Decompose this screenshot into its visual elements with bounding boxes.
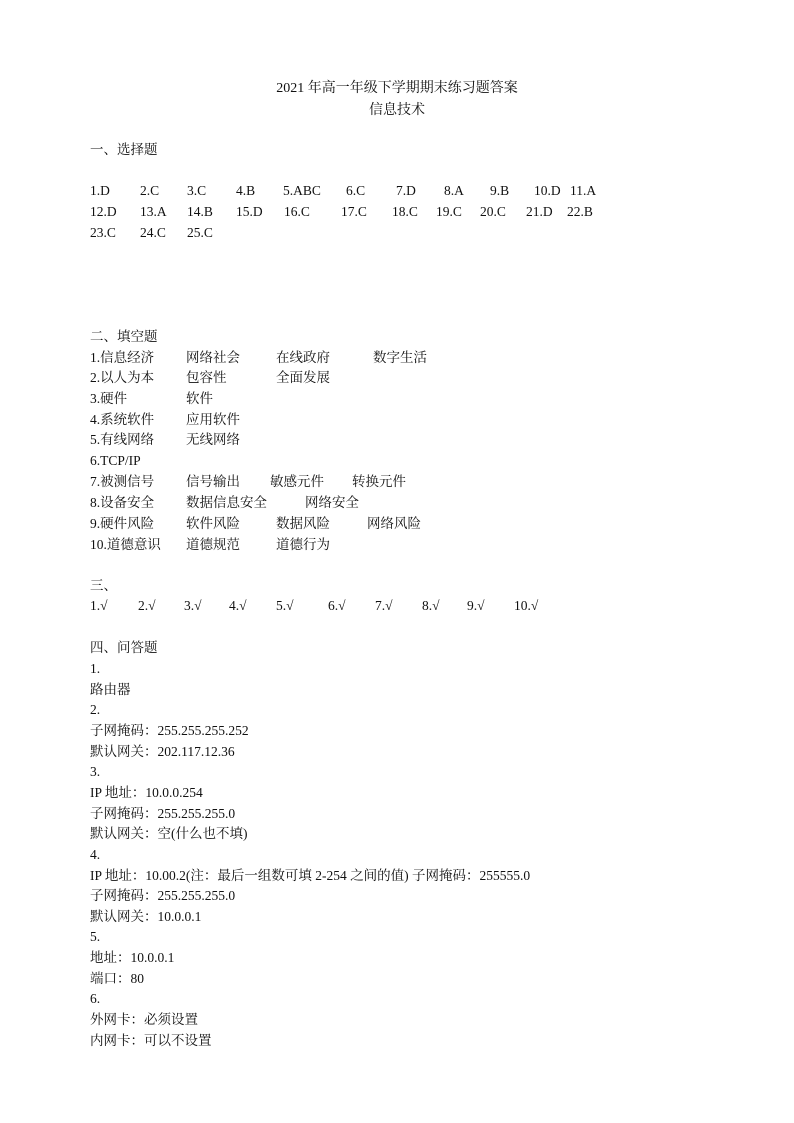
qa-line: 子网掩码：255.255.255.0 [90, 806, 236, 821]
choice-answer: 5.ABC [283, 183, 321, 198]
section-heading-truefalse: 三、 [90, 578, 117, 593]
fill-answer: 数据风险 [276, 516, 330, 531]
choice-answer: 20.C [480, 204, 506, 219]
fill-answer: 应用软件 [186, 412, 240, 427]
choice-answer: 8.A [444, 183, 464, 198]
truefalse-answer: 7.√ [375, 598, 393, 613]
fill-answer: 4.系统软件 [90, 412, 155, 427]
qa-line: 内网卡：可以不设置 [90, 1033, 212, 1048]
fill-answer: 软件风险 [186, 516, 240, 531]
qa-line: 默认网关：202.117.12.36 [90, 744, 235, 759]
choice-answer: 16.C [284, 204, 310, 219]
subject-title: 信息技术 [369, 103, 425, 118]
choice-answer: 3.C [187, 183, 207, 198]
fill-answer: 3.硬件 [90, 391, 128, 406]
fill-answer: 全面发展 [276, 370, 330, 385]
choice-answer: 14.B [187, 204, 213, 219]
choice-answer: 18.C [392, 204, 418, 219]
section-heading-choice: 一、选择题 [90, 142, 158, 157]
fill-answer: 10.道德意识 [90, 537, 161, 552]
choice-answer: 9.B [490, 183, 510, 198]
qa-line: 端口：80 [90, 971, 144, 986]
truefalse-answer: 3.√ [184, 598, 202, 613]
fill-answer: 5.有线网络 [90, 432, 155, 447]
page-title: 2021 年高一年级下学期期末练习题答案 [276, 81, 518, 96]
truefalse-answer: 2.√ [138, 598, 156, 613]
qa-line: 默认网关：10.0.0.1 [90, 909, 202, 924]
fill-answer: 9.硬件风险 [90, 516, 155, 531]
fill-answer: 软件 [186, 391, 213, 406]
choice-answer: 4.B [236, 183, 256, 198]
qa-line: 默认网关：空(什么也不填) [90, 826, 248, 841]
fill-answer: 无线网络 [186, 432, 240, 447]
fill-answer: 道德规范 [186, 537, 240, 552]
truefalse-answer: 6.√ [328, 598, 346, 613]
qa-line: 外网卡：必须设置 [90, 1012, 198, 1027]
choice-answer: 12.D [90, 204, 117, 219]
choice-answer: 23.C [90, 225, 116, 240]
choice-answer: 25.C [187, 225, 213, 240]
qa-line: 5. [90, 929, 101, 944]
choice-answer: 15.D [236, 204, 263, 219]
truefalse-answer: 9.√ [467, 598, 485, 613]
choice-answer: 13.A [140, 204, 167, 219]
fill-answer: 8.设备安全 [90, 495, 155, 510]
fill-answer: 2.以人为本 [90, 370, 155, 385]
fill-answer: 6.TCP/IP [90, 453, 141, 468]
fill-answer: 1.信息经济 [90, 350, 155, 365]
qa-line: 2. [90, 702, 101, 717]
fill-answer: 7.被测信号 [90, 474, 155, 489]
truefalse-answer: 8.√ [422, 598, 440, 613]
qa-line: IP 地址：10.0.0.254 [90, 785, 203, 800]
choice-answer: 10.D [534, 183, 561, 198]
qa-line: 1. [90, 661, 101, 676]
fill-answer: 信号输出 [186, 474, 240, 489]
fill-answer: 数字生活 [373, 350, 427, 365]
qa-line: 4. [90, 847, 101, 862]
choice-answer: 21.D [526, 204, 553, 219]
fill-answer: 道德行为 [276, 537, 330, 552]
choice-answer: 2.C [140, 183, 160, 198]
truefalse-answer: 4.√ [229, 598, 247, 613]
qa-line: 地址：10.0.0.1 [90, 950, 175, 965]
fill-answer: 数据信息安全 [186, 495, 267, 510]
choice-answer: 19.C [436, 204, 462, 219]
fill-answer: 包容性 [186, 370, 227, 385]
section-heading-fill: 二、填空题 [90, 329, 158, 344]
choice-answer: 24.C [140, 225, 166, 240]
fill-answer: 敏感元件 [270, 474, 324, 489]
choice-answer: 22.B [567, 204, 593, 219]
truefalse-answer: 1.√ [90, 598, 108, 613]
qa-line: 6. [90, 991, 101, 1006]
qa-line: 路由器 [90, 682, 131, 697]
qa-line: IP 地址：10.00.2(注：最后一组数可填 2-254 之间的值) 子网掩码：255555.0 [90, 868, 531, 883]
fill-answer: 网络风险 [367, 516, 421, 531]
choice-answer: 1.D [90, 183, 110, 198]
choice-answer: 17.C [341, 204, 367, 219]
choice-answer: 7.D [396, 183, 416, 198]
fill-answer: 网络社会 [186, 350, 240, 365]
section-heading-qa: 四、问答题 [90, 640, 158, 655]
truefalse-answer: 5.√ [276, 598, 294, 613]
qa-line: 子网掩码：255.255.255.0 [90, 888, 236, 903]
truefalse-answer: 10.√ [514, 598, 539, 613]
choice-answer: 6.C [346, 183, 366, 198]
fill-answer: 转换元件 [352, 474, 406, 489]
fill-answer: 网络安全 [305, 495, 359, 510]
qa-line: 子网掩码：255.255.255.252 [90, 723, 249, 738]
fill-answer: 在线政府 [276, 350, 330, 365]
choice-answer: 11.A [570, 183, 597, 198]
qa-line: 3. [90, 764, 101, 779]
